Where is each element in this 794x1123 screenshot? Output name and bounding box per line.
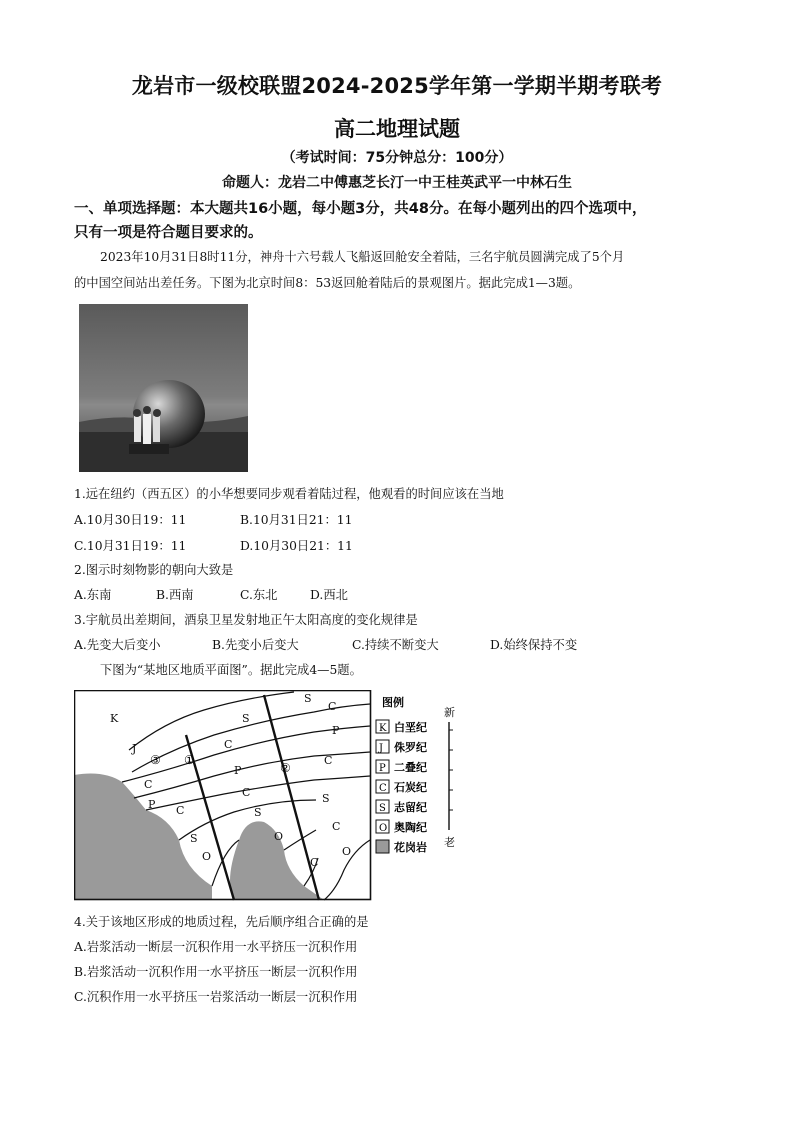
section-heading-line2: 只有一项是符合题目要求的。 [74,225,263,241]
legend-label-5: 奥陶纪 [394,821,427,834]
q4-option-a[interactable]: A.岩浆活动一断层一沉积作用一水平挤压一沉积作用 [74,940,358,954]
q4-option-c[interactable]: C.沉积作用一水平挤压一岩浆活动一断层一沉积作用 [74,990,358,1004]
svg-text:S: S [322,792,330,805]
question-3-stem: 3.宇航员出差期间，酒泉卫星发射地正午太阳高度的变化规律是 [74,613,418,627]
legend-label-0: 白垩纪 [394,721,427,734]
legend-swatch-6 [376,840,389,853]
legend-code-2: P [379,763,386,774]
legend-label-2: 二叠纪 [394,761,427,774]
q2-option-b[interactable]: B.西南 [156,588,194,602]
q1-option-a[interactable]: A.10月30日19：11 [74,513,187,527]
section-heading-line1: 一、单项选择题：本大题共16小题，每小题3分，共48分。在每小题列出的四个选项中， [74,201,647,217]
svg-text:K: K [110,712,119,725]
legend-title: 图例 [382,696,404,709]
svg-text:C: C [144,778,153,791]
q2-option-a[interactable]: A.东南 [74,588,112,602]
svg-text:C: C [324,754,333,767]
legend-code-5: O [379,823,388,834]
intro-line1: 2023年10月31日8时11分，神舟十六号载人飞船返回舱安全着陆，三名宇航员圆满完成了5个月 [100,250,625,264]
svg-text:S: S [190,832,198,845]
svg-text:J: J [132,742,137,755]
svg-text:O: O [342,845,352,858]
q1-option-d[interactable]: D.10月30日21：11 [240,539,353,553]
capsule-landing-photo [79,304,248,472]
point-1: ① [184,753,195,767]
svg-text:P: P [148,798,156,811]
q1-option-b[interactable]: B.10月31日21：11 [240,513,353,527]
point-3: ③ [150,753,161,767]
svg-text:C: C [242,786,251,799]
legend-code-0: K [379,723,387,734]
svg-text:C: C [224,738,233,751]
legend-label-6: 花岗岩 [394,841,427,854]
intro-paragraph [74,244,724,296]
subject-title: 高二地理试题 [334,117,460,141]
question-2-stem: 2.图示时刻物影的朝向大致是 [74,563,234,577]
age-axis-old: 老 [444,836,455,849]
question-1-stem: 1.远在纽约（西五区）的小华想要同步观看着陆过程，他观看的时间应该在当地 [74,487,504,501]
q3-option-b[interactable]: B.先变小后变大 [212,638,299,652]
geologic-map [74,690,464,905]
svg-text:C: C [332,820,341,833]
svg-text:P: P [234,764,242,777]
legend-code-3: C [379,783,387,794]
svg-text:S: S [304,692,312,705]
q4-option-b[interactable]: B.岩浆活动一沉积作用一水平挤压一断层一沉积作用 [74,965,358,979]
svg-text:C: C [310,856,319,869]
svg-text:C: C [328,700,337,713]
legend-code-1: J [379,743,384,754]
map-intro: 下图为“某地区地质平面图”。据此完成4—5题。 [100,663,362,677]
question-4-stem: 4.关于该地区形成的地质过程，先后顺序组合正确的是 [74,915,369,929]
svg-text:P: P [332,724,340,737]
svg-text:O: O [202,850,212,863]
exam-title: 龙岩市一级校联盟2024-2025学年第一学期半期考联考 [131,74,663,98]
svg-text:C: C [176,804,185,817]
q2-option-c[interactable]: C.东北 [240,588,278,602]
svg-text:S: S [242,712,250,725]
svg-text:S: S [254,806,262,819]
age-axis-new: 新 [444,706,455,719]
q3-option-a[interactable]: A.先变大后变小 [74,638,161,652]
intro-line2: 的中国空间站出差任务。下图为北京时间8：53返回舱着陆后的景观图片。据此完成1—3题。 [74,276,581,290]
legend-label-1: 侏罗纪 [394,741,427,754]
q3-option-c[interactable]: C.持续不断变大 [352,638,439,652]
q3-option-d[interactable]: D.始终保持不变 [490,638,578,652]
exam-info: （考试时间：75分钟总分：100分） [281,150,513,166]
legend-label-4: 志留纪 [394,801,427,814]
q2-option-d[interactable]: D.西北 [310,588,348,602]
legend-label-3: 石炭纪 [394,781,427,794]
authors-line: 命题人：龙岩二中傅惠芝长汀一中王桂英武平一中林石生 [222,175,572,191]
section-heading [74,197,724,245]
legend-code-4: S [379,803,386,814]
point-2: ② [280,761,291,775]
q1-option-c[interactable]: C.10月31日19：11 [74,539,187,553]
svg-text:O: O [274,830,284,843]
